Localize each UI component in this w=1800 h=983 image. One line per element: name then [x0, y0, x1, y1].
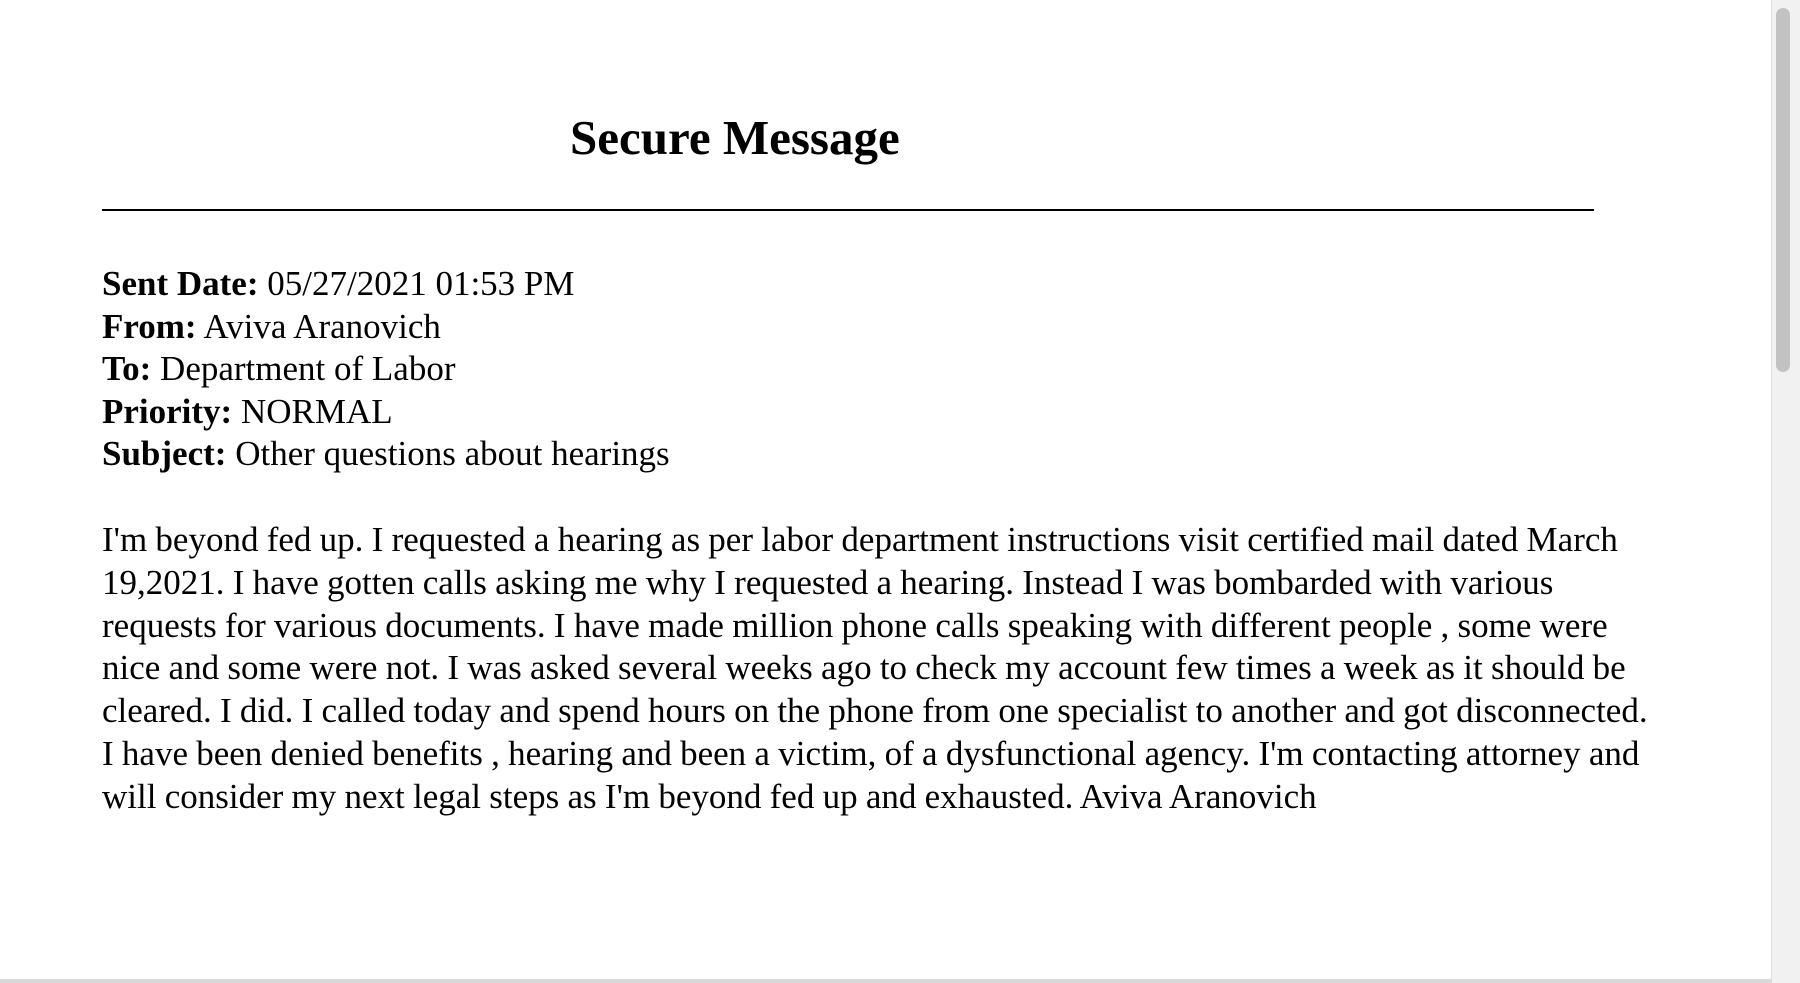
- sent-date-value: 05/27/2021 01:53 PM: [267, 264, 575, 303]
- sent-date-label: Sent Date:: [102, 264, 259, 303]
- from-label: From:: [102, 306, 197, 346]
- from-row: [102, 306, 670, 349]
- to-row: [102, 348, 670, 391]
- subject-value: Other questions about hearings: [235, 434, 670, 474]
- to-label: To:: [102, 349, 152, 389]
- message-body: I'm beyond fed up. I requested a hearing as per labor department instructions visit certified mail dated March 19,2021. I have gotten calls asking me why I requested a hearing. Instead I was bombarded with various requests for various documents. I have made million phone calls speaking with different people , some were nice and some were not. I was asked several weeks ago to check my account few times a week as it should be cleared. I did. I called today and spend hours on the phone from one specialist to another and got disconnected. I have been denied benefits , hearing and been a victim, of a dysfunctional agency. I'm contacting attorney and will consider my next legal steps as I'm beyond fed up and exhausted. Aviva Aranovich: [102, 520, 1648, 816]
- priority-value: NORMAL: [240, 391, 393, 431]
- priority-row: [102, 391, 670, 434]
- window-bottom-edge: [0, 979, 1771, 983]
- subject-row: [102, 433, 670, 476]
- to-value: Department of Labor: [160, 349, 456, 389]
- page-title: Secure Message: [570, 110, 900, 165]
- from-value: Aviva Aranovich: [203, 306, 441, 346]
- title-divider: [102, 209, 1594, 211]
- scrollbar-thumb[interactable]: [1776, 8, 1790, 372]
- sent-date-row: [102, 263, 670, 306]
- subject-label: Subject:: [102, 434, 227, 474]
- priority-label: Priority:: [102, 391, 233, 431]
- message-headers: [102, 263, 670, 476]
